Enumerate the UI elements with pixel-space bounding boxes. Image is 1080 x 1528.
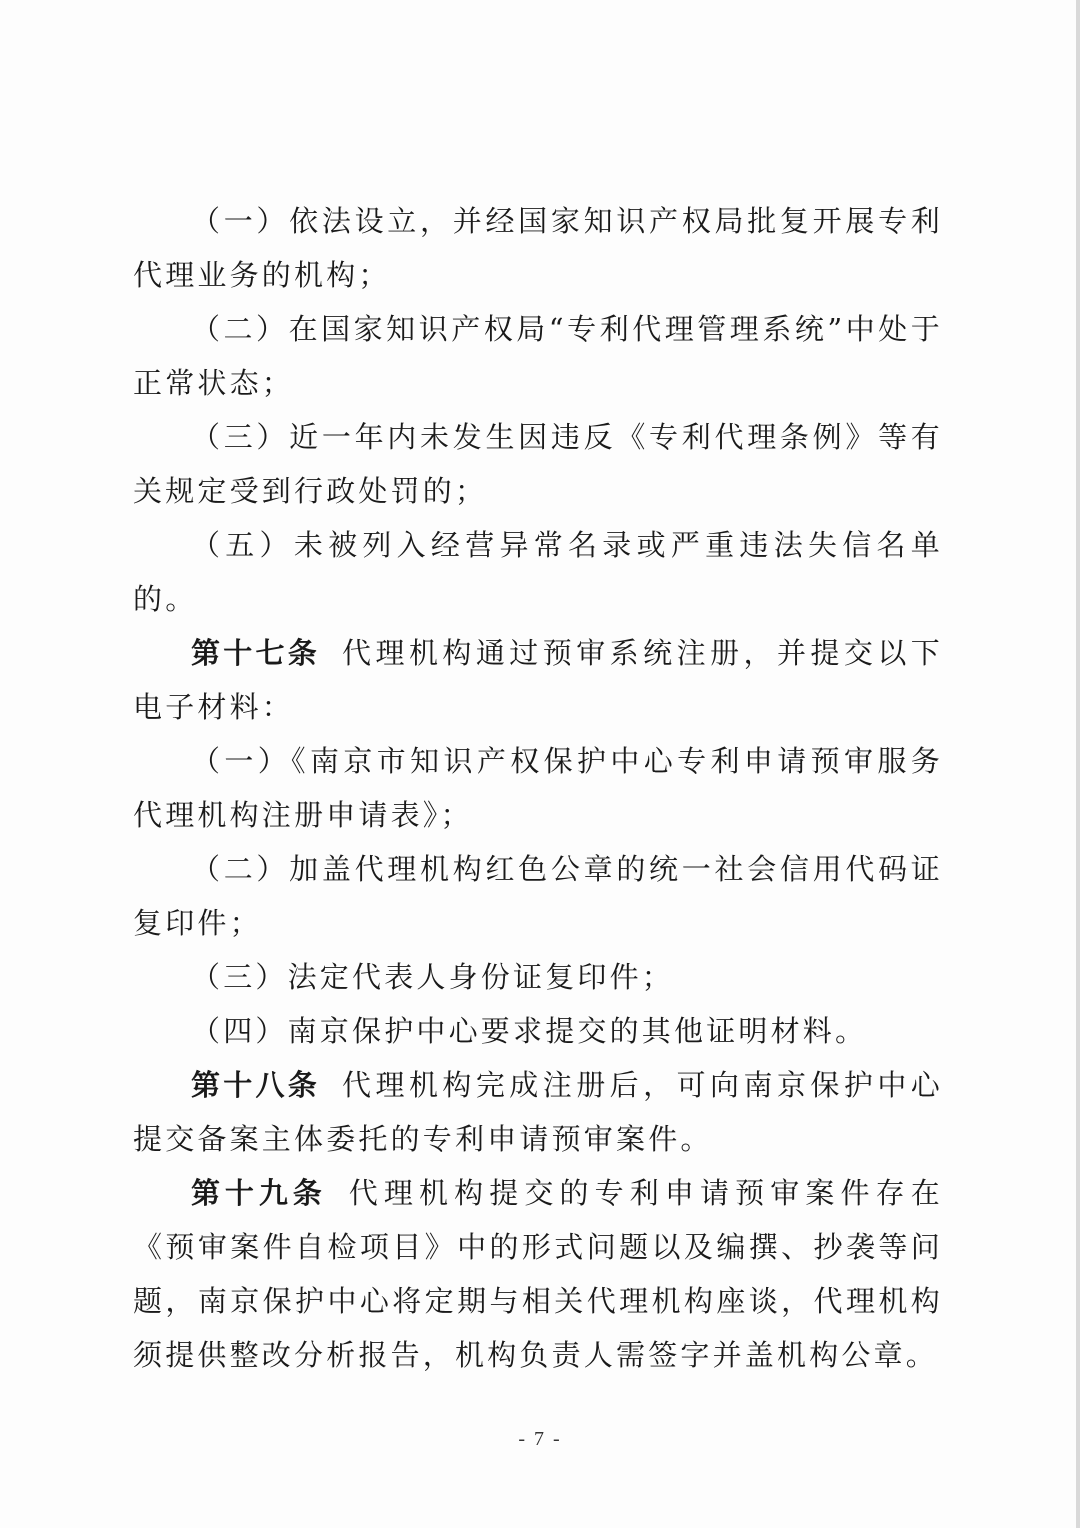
article-18 [133,1058,943,1166]
paragraph-text: （三）法定代表人身份证复印件； [191,960,675,994]
paragraph-text: （一）依法设立，并经国家知识产权局批复开展专利代理业务的机构； [133,204,943,292]
list-item-5 [133,518,943,626]
list-item-2 [133,842,943,950]
paragraph-text: （四）南京保护中心要求提交的其他证明材料。 [191,1014,868,1048]
list-item-1 [133,194,943,302]
article-heading: 第十八条 [191,1068,321,1102]
paragraph-text: 代理机构通过预审系统注册，并提交以下电子材料： [133,636,943,724]
list-item-3 [133,410,943,518]
list-item-4 [133,1004,943,1058]
article-heading: 第十九条 [191,1176,327,1210]
page-number: - 7 - [518,1428,562,1450]
paragraph-text: （二）加盖代理机构红色公章的统一社会信用代码证复印件； [133,852,943,940]
page-edge-shadow [1076,0,1080,1528]
paragraph-text: （二）在国家知识产权局“专利代理管理系统”中处于正常状态； [133,312,943,400]
list-item-1 [133,734,943,842]
article-17 [133,626,943,734]
paragraph-text: （三）近一年内未发生因违反《专利代理条例》等有关规定受到行政处罚的； [133,420,943,508]
list-item-3 [133,950,943,1004]
list-item-2 [133,302,943,410]
paragraph-text: （一）《南京市知识产权保护中心专利申请预审服务代理机构注册申请表》； [133,744,943,832]
article-heading: 第十七条 [191,636,321,670]
paragraph-text: （五）未被列入经营异常名录或严重违法失信名单的。 [133,528,943,616]
paragraph-text: 代理机构完成注册后，可向南京保护中心提交备案主体委托的专利申请预审案件。 [133,1068,943,1156]
document-body [133,194,943,1382]
article-19 [133,1166,943,1382]
paragraph-text: 代理机构提交的专利申请预审案件存在《预审案件自检项目》中的形式问题以及编撰、抄袭等问题，南京保护中心将定期与相关代理机构座谈，代理机构须提供整改分析报告，机构负责人需签字并盖机构公章。 [133,1176,943,1372]
